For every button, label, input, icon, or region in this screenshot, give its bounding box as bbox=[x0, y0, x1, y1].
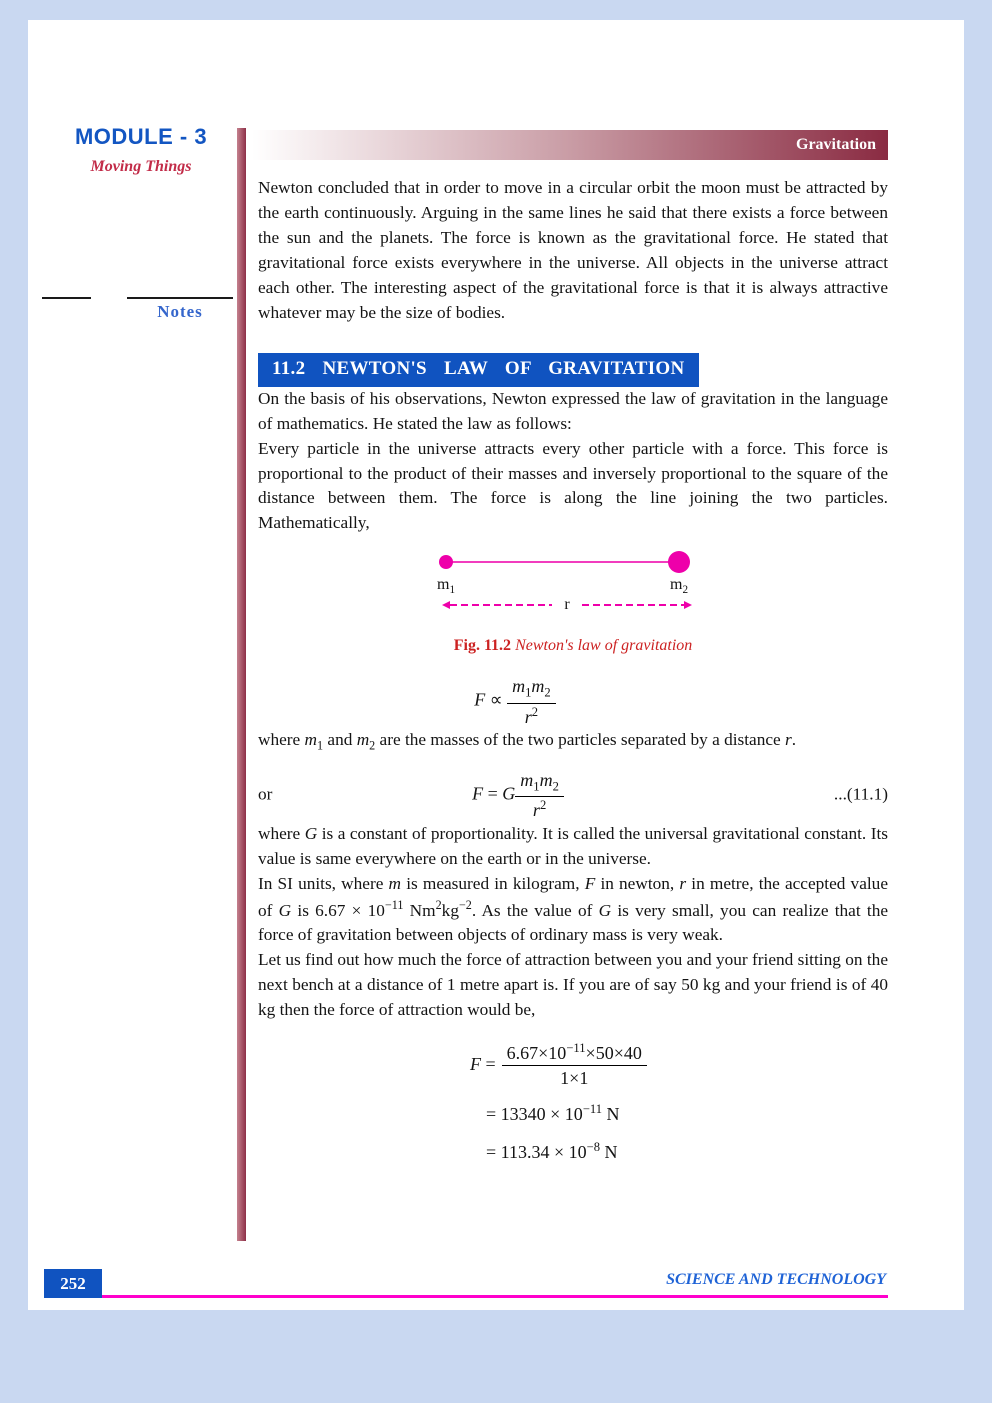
mass-dot-m1 bbox=[439, 555, 453, 569]
main-content bbox=[258, 176, 888, 1166]
formula-lhs: F ∝ bbox=[474, 689, 508, 710]
distance-arrow bbox=[442, 597, 692, 613]
paragraph-law-statement: Every particle in the universe attracts every other particle with a force. This force is proportional to the product of their masses and inversely proportional to the square of the distance between them. The force is along the line joining the two particles. Mathematically, bbox=[258, 438, 888, 533]
equation-body bbox=[258, 769, 888, 822]
equation-number: ...(11.1) bbox=[833, 784, 888, 804]
figure-number: Fig. 11.2 bbox=[453, 637, 512, 655]
calc-lhs: F = bbox=[470, 1054, 496, 1075]
arrow-left-icon bbox=[442, 601, 450, 609]
module-title: MODULE - 3 bbox=[74, 124, 208, 149]
mass-connector-line bbox=[448, 561, 678, 563]
fraction: $\frac{m_1m_2}{r^2}$ bbox=[515, 769, 564, 822]
module-block bbox=[46, 124, 236, 176]
chapter-header-bar bbox=[252, 130, 888, 160]
or-label: or bbox=[258, 784, 273, 804]
module-subtitle: Moving Things bbox=[90, 158, 192, 175]
section-heading: 11.2 NEWTON'S LAW OF GRAVITATION bbox=[258, 353, 699, 386]
paragraph-masses: where $m_1$ and $m_2$ are the masses of the two particles separated by a distance r. bbox=[258, 730, 797, 753]
margin-divider-bar bbox=[237, 128, 246, 1241]
notes-rule-left bbox=[42, 297, 91, 299]
paragraph-law-intro: On the basis of his observations, Newton expressed the law of gravitation in the language of mathematics. He stated the law as follows: bbox=[258, 388, 888, 433]
arrow-right-icon bbox=[684, 601, 692, 609]
mass-label-m2: $m_2$ bbox=[670, 576, 689, 597]
mass-dot-m2 bbox=[668, 551, 690, 573]
equation-11-1 bbox=[258, 769, 888, 822]
figure-two-masses bbox=[258, 548, 888, 622]
footer-rule bbox=[102, 1295, 888, 1298]
notes-label: Notes bbox=[157, 302, 203, 321]
chapter-title: Gravitation bbox=[796, 136, 876, 153]
figure-caption bbox=[258, 634, 888, 657]
paragraph-example: Let us find out how much the force of attraction between you and your friend sitting on the next bench at a distance of 1 metre apart is. If you are of say 50 kg and your friend is of 40 kg then the force of attraction would be, bbox=[258, 950, 888, 1019]
calculation-block bbox=[470, 1041, 888, 1166]
paragraph-constant-g: where G is a constant of proportionality. It is called the universal gravitational constant. Its value is same everywhere on the earth or in the universe. bbox=[258, 823, 888, 868]
figure-caption-text: Newton's law of gravitation bbox=[515, 637, 693, 655]
footer-book-title: SCIENCE AND TECHNOLOGY bbox=[666, 1271, 886, 1288]
notes-rule-right bbox=[127, 297, 233, 299]
paragraph-intro: Newton concluded that in order to move in a circular orbit the moon must be attracted by the earth continuously. Arguing in the same lines he said that there exists a force between the sun and the planets. The force is known as the gravitational force. He stated that gravitational force exists everywhere in the universe. All objects in the universe attract each other. The interesting aspect of the gravitational force is that it is always attractive whatever may be the size of bodies. bbox=[258, 178, 888, 322]
distance-label: r bbox=[564, 596, 570, 614]
dashed-line-left bbox=[450, 604, 552, 606]
paragraph-si-units: In SI units, where m is measured in kilogram, F in newton, r in metre, the accepted value of G is $6.67 \times 10^{-11}$ $Nm^2kg^{-2}$. As the value of G is very small, you can realize that the force of gravitation between objects of ordinary mass is very weak. bbox=[258, 873, 889, 945]
page-number: 252 bbox=[44, 1269, 102, 1298]
formula-proportionality bbox=[258, 675, 888, 728]
calc-line-1 bbox=[470, 1041, 888, 1090]
equation-lhs: F = G bbox=[472, 783, 516, 804]
dashed-line-right bbox=[582, 604, 684, 606]
mass-label-m1: $m_1$ bbox=[437, 576, 456, 597]
fraction: $\frac{6.67\times 10^{-11}\times 50\times 40}{1\times 1}$ bbox=[502, 1041, 647, 1090]
calc-line-3: = $113.34 \times 10^{-8}$ N bbox=[486, 1139, 618, 1162]
calc-line-2: = $13340 \times 10^{-11}$ N bbox=[486, 1101, 620, 1124]
fraction: $\frac{m_1m_2}{r^2}$ bbox=[507, 675, 556, 728]
